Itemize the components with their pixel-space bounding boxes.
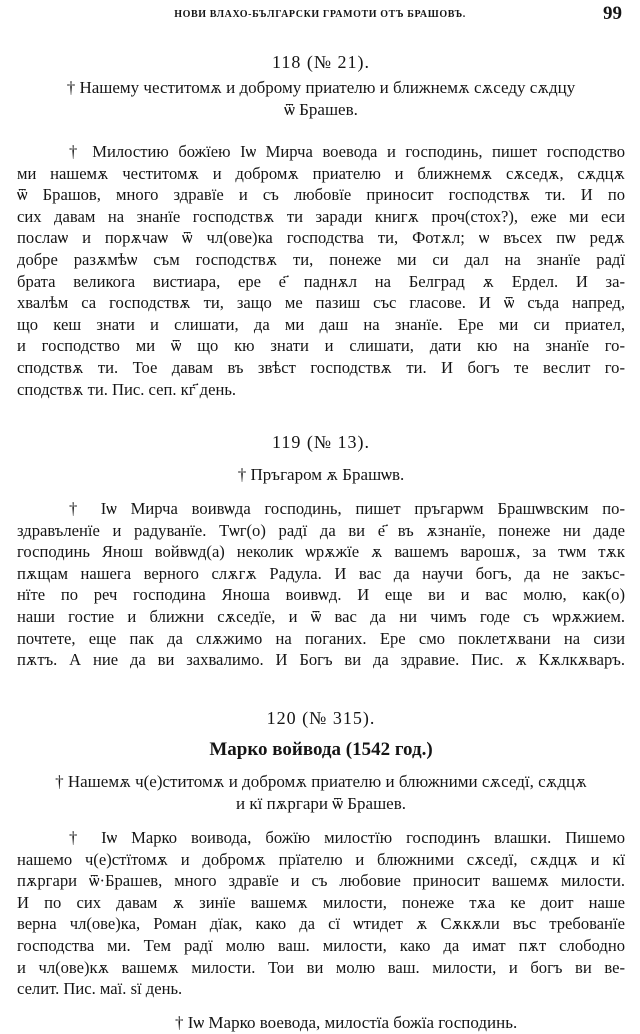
address-line: † Нашемѫ ч(е)ститомѫ и добромѫ приателю и блюжними сѫседї, сѫдцѫ — [55, 772, 587, 791]
text-line: брата великога вистиара, ере е҃ паднѫл на Белград ѫ Ердел. И за- — [17, 271, 625, 291]
text-line: ми нашемѫ честитомѫ и добромѫ приателю и ближнемѫ сѫседѫ, сѫдцѫ — [17, 163, 625, 183]
text-line: що кеш знати и слишати, да ми даш на знанїе. Ере ми си приател, — [17, 314, 625, 334]
text-line: верна чл(ове)ка, Роман дїак, како да сї ѡтидет ѫ Сѫкѫли въс требованїе — [17, 914, 625, 934]
text-line: сих давам на знанїе господствѫ ти заради книгѫ проч(стох?), еже ми еси — [17, 206, 625, 226]
text-line: нїте по реч господина Яноша воивѡд. И еще ви и вас молю, как(о) — [17, 585, 625, 605]
document-120-signature: † Іѡ Марко воевода, милостїа божїа господинь. — [175, 1013, 518, 1032]
document-119-text — [17, 498, 625, 671]
text-line: сподствѫ ти. Пис. сеп. кг҃ день. — [17, 379, 237, 399]
text-line: и чл(ове)кѫ вашемѫ милости. Тои ви молю ваш. милости, и богъ ви ве- — [17, 957, 625, 977]
text-line: † Милостию божїею Іѡ Мирча воевода и господинь, пишет господство — [69, 142, 625, 161]
text-line: ѿ Брашов, много здравїе и съ любовїе приносит господствѫ ти. И по — [17, 185, 625, 205]
document-120-title: Марко войвода (1542 год.) — [209, 739, 433, 760]
text-line: и господство ми ѿ що кю знати и слишати, дати кю на знанїе го- — [17, 336, 625, 356]
document-118-text — [17, 141, 625, 400]
text-line: пѫргари ѿ·Брашев, много здравїе и съ любовие приносит вашемѫ милости. — [17, 871, 625, 891]
running-head: НОВИ ВЛАХО-БЪЛГАРСКИ ГРАМОТИ ОТЪ БРАШОВЪ. — [174, 9, 466, 20]
text-line: И по сих давам ѫ зинїе вашемѫ милости, понеже тѫа ке доит наше — [17, 892, 625, 912]
text-line: послаѡ и порѫчаѡ ѿ чл(ове)ка господства ти, Фотѫл; ѡ въсех пѡ редѫ — [17, 228, 625, 248]
text-line: † Іѡ Марко воивода, божїю милостїю господинъ влашки. Пишемо — [69, 828, 625, 847]
document-119-address: † Пръгаром ѫ Брашѡв. — [237, 465, 405, 484]
document-118-heading: 118 (№ 21). — [272, 52, 370, 72]
text-line: † Іѡ Мирча воивѡда господинь, пишет пръгарѡм Брашѡвским по- — [69, 499, 625, 518]
document-118-address — [17, 77, 625, 120]
address-line: ѿ Брашев. — [284, 99, 358, 119]
text-line: господства ми. Тем радї молю ваш. милости, како да имат пѫт слободно — [17, 935, 625, 955]
text-line: нашемо ч(е)стїтомѫ и добромѫ прїателю и блюжними сѫседї, сѫдцѫ и кї — [17, 849, 625, 869]
text-line: почтете, еще пак да слѫжимо на поганих. Ере смо поклетѫвани на сизи — [17, 628, 625, 648]
text-line: наши гостие и ближни сѫседїе, и ѿ вас да ни чимъ годе съ ѡрѫжием. — [17, 606, 625, 626]
document-120-heading: 120 (№ 315). — [266, 708, 376, 728]
text-line: пѫщам нашега верного слѫгѫ Радула. И вас да научи богъ, да не закъс- — [17, 563, 625, 583]
text-line: селит. Пис. маї. ѕї день. — [17, 979, 183, 999]
text-line: пѫтъ. А ние да ви захвалимо. И Богъ ви да здравие. Пис. ѫ Кѫлкѫваръ. — [17, 650, 625, 670]
page-number: 99 — [603, 3, 622, 24]
document-120-text — [17, 827, 625, 1000]
address-line: и кї пѫргари ѿ Брашев. — [235, 793, 407, 813]
document-119-heading: 119 (№ 13). — [272, 432, 370, 452]
text-line: господинь Янош войвѡд(а) неколик ѡрѫжїе ѫ вашемъ варошѫ, за тѡм тѫк — [17, 542, 625, 562]
document-120-address — [17, 771, 625, 814]
text-line: здравъленїе и радуванїе. Тѡг(о) радї да ви е҃ въ ѫзнанїе, понеже ни даде — [17, 520, 625, 540]
text-line: добре разѫмѣѡ съм господствѫ ти, понеже ми си дал на знанїе радї — [17, 249, 625, 269]
text-line: хвалѣм са господствѫ ти, защо ме пазиш със гласове. И ѿ съда напред, — [17, 293, 625, 313]
address-line: † Нашему честитомѫ и доброму приателю и ближнемѫ сѫседу сѫдцу — [66, 78, 576, 97]
text-line: сподствѫ ти. Тое давам въ звѣст господствѫ ти. И богъ те веслит го- — [17, 357, 625, 377]
